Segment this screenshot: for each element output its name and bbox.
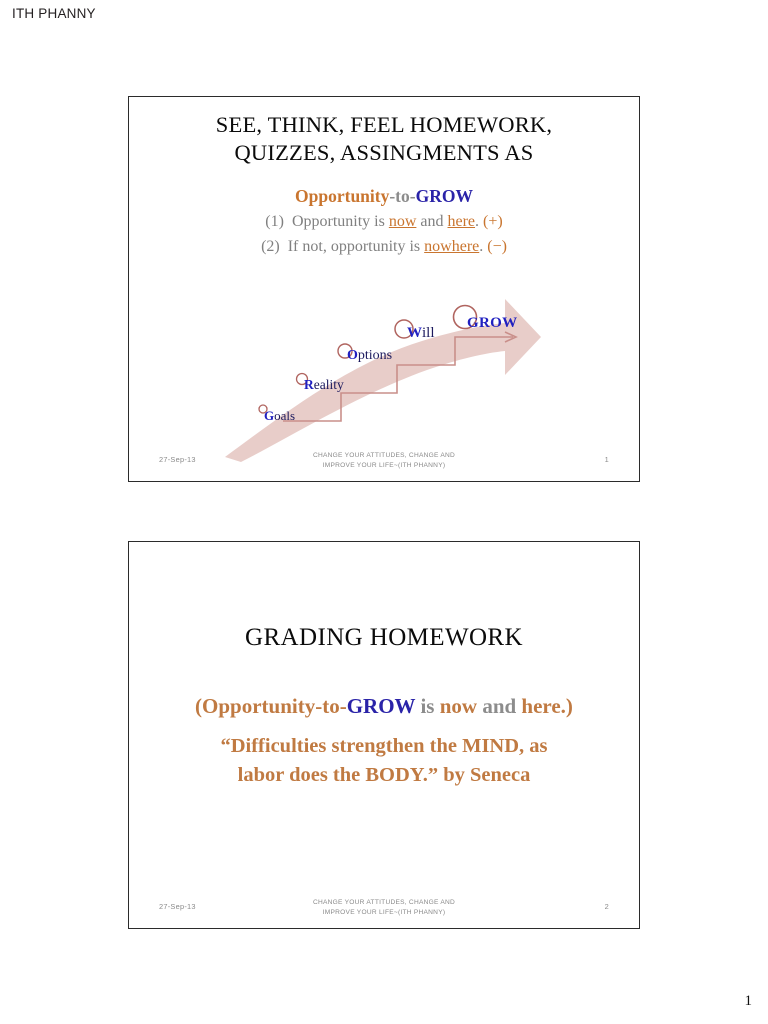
bullet-1-emph-now: now bbox=[388, 212, 417, 230]
diagram-label-options bbox=[347, 349, 392, 363]
diagram-label-will bbox=[407, 326, 435, 341]
slide-2-quote-line-2: labor does the BODY.” by Seneca bbox=[237, 764, 531, 787]
label-initial-o: O bbox=[347, 348, 358, 363]
to-connector: -to- bbox=[389, 186, 416, 206]
document-page-number: 1 bbox=[744, 993, 752, 1009]
opportunity-word: Opportunity bbox=[295, 186, 390, 206]
slide-1-footer-center bbox=[129, 451, 639, 471]
slide-2-part-here: here.) bbox=[521, 694, 573, 718]
bullet-2-emph-nowhere: nowhere bbox=[424, 237, 480, 255]
label-initial-w: W bbox=[407, 325, 422, 341]
slide-2[interactable] bbox=[128, 541, 640, 929]
label-rest-will: ill bbox=[422, 325, 435, 341]
slide-1-footer-number: 1 bbox=[604, 455, 609, 464]
slide-1-footer-line-1: CHANGE YOUR ATTITUDES, CHANGE AND bbox=[312, 452, 456, 459]
slide-2-seneca-quote bbox=[129, 732, 639, 790]
slide-2-opportunity-line bbox=[129, 694, 639, 719]
slide-2-footer-center bbox=[129, 898, 639, 918]
label-rest-goals: oals bbox=[274, 408, 296, 423]
diagram-label-grow: GROW bbox=[467, 315, 518, 331]
slide-2-footer-date: 27-Sep-13 bbox=[159, 902, 196, 911]
slide-1-footer bbox=[129, 447, 639, 473]
diagram-label-goals bbox=[264, 409, 295, 422]
slide-2-footer bbox=[129, 894, 639, 920]
document-header-title: ITH PHANNY bbox=[12, 6, 96, 21]
slide-2-part-open: (Opportunity-to- bbox=[195, 694, 347, 718]
bullet-1-emph-here: here bbox=[447, 212, 476, 230]
slide-2-footer-number: 2 bbox=[604, 902, 609, 911]
label-rest-reality: eality bbox=[313, 377, 344, 392]
slide-2-part-is: is bbox=[415, 694, 440, 718]
grow-model-diagram bbox=[217, 269, 547, 464]
slide-1-footer-date: 27-Sep-13 bbox=[159, 455, 196, 464]
slide-1-subtitle-block bbox=[129, 186, 639, 259]
bullet-item-1 bbox=[129, 210, 639, 235]
bullet-2-text-c: . bbox=[479, 237, 488, 255]
slide-1-title-line-1: SEE, THINK, FEEL HOMEWORK, bbox=[215, 112, 553, 137]
slide-1-title-line-2: QUIZZES, ASSINGMENTS AS bbox=[234, 140, 534, 166]
slide-1-footer-line-2: IMPROVE YOUR LIFE~(ITH PHANNY) bbox=[322, 461, 446, 469]
bullet-1-text-c: . bbox=[475, 212, 484, 230]
bullet-2-text-a: If not, opportunity is bbox=[287, 237, 425, 255]
slide-2-footer-line-2: IMPROVE YOUR LIFE~(ITH PHANNY) bbox=[322, 908, 446, 916]
slide-1-title bbox=[129, 111, 639, 168]
label-initial-r: R bbox=[304, 377, 314, 392]
slide-2-footer-line-1: CHANGE YOUR ATTITUDES, CHANGE AND bbox=[312, 899, 456, 906]
opportunity-to-grow-heading bbox=[129, 186, 639, 208]
grow-word: GROW bbox=[415, 186, 473, 206]
label-initial-g: G bbox=[264, 408, 275, 423]
bullet-item-2 bbox=[129, 235, 639, 260]
slide-2-quote-line-1: “Difficulties strengthen the MIND, as bbox=[220, 735, 548, 757]
bullet-1-number: (1) bbox=[265, 212, 284, 230]
slide-2-part-and: and bbox=[477, 694, 522, 718]
slide-2-title: GRADING HOMEWORK bbox=[245, 624, 523, 651]
bullet-2-sign-minus: (−) bbox=[487, 237, 507, 255]
label-rest-options: ptions bbox=[357, 348, 393, 363]
bullet-1-text-b: and bbox=[416, 212, 448, 230]
diagram-label-reality bbox=[304, 378, 344, 392]
slide-1-bullet-list bbox=[129, 210, 639, 260]
slide-2-part-now: now bbox=[439, 694, 478, 718]
slide-2-grow-word: GROW bbox=[346, 694, 416, 718]
slide-1[interactable] bbox=[128, 96, 640, 482]
grow-diagram-svg bbox=[217, 269, 547, 464]
bullet-2-number: (2) bbox=[261, 237, 280, 255]
bullet-1-text-a: Opportunity is bbox=[291, 212, 389, 230]
bullet-1-sign-plus: (+) bbox=[483, 212, 503, 230]
